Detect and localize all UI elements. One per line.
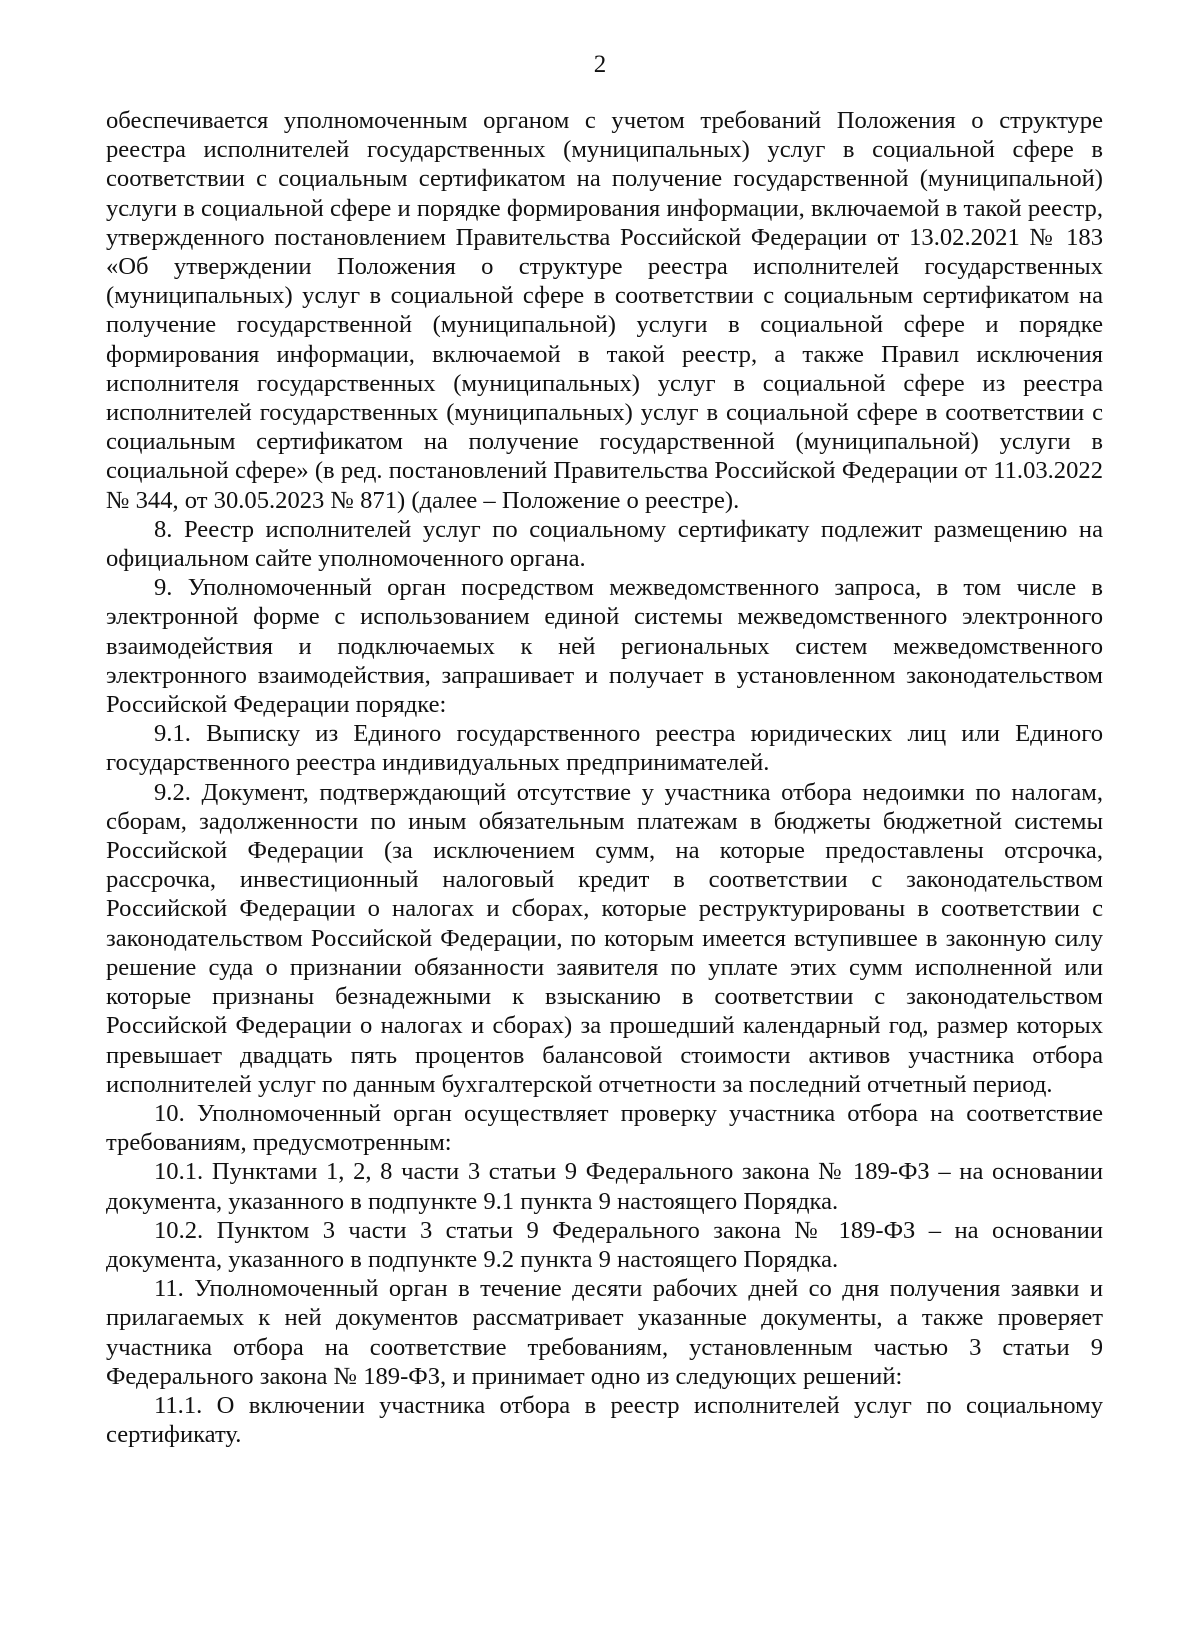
paragraph-10-1: 10.1. Пунктами 1, 2, 8 части 3 статьи 9 Федерального закона № 189-ФЗ – на основании документа, указанного в подпункте 9.1 пункта 9 настоящего Порядка. [106, 1158, 1103, 1215]
paragraph-11-1: 11.1. О включении участника отбора в реестр исполнителей услуг по социальному сертификату. [106, 1391, 1103, 1449]
paragraph-9: 9. Уполномоченный орган посредством межведомственного запроса, в том числе в электронной форме с использованием единой системы межведомственного электронного взаимодействия и подключаемых к ней региональных систем межведомственного электронного взаимодействия, запрашивает и получает в установленном законодательством Российской Федерации порядке: [106, 574, 1103, 719]
paragraph-9-1: 9.1. Выписку из Единого государственного реестра юридических лиц или Единого государственного реестра индивидуальных предпринимателей. [106, 720, 1103, 777]
document-body [106, 106, 1103, 1449]
paragraph-8: 8. Реестр исполнителей услуг по социальному сертификату подлежит размещению на официальном сайте уполномоченного органа. [106, 515, 1103, 573]
paragraph-9-2: 9.2. Документ, подтверждающий отсутствие у участника отбора недоимки по налогам, сборам, задолженности по иным обязательным платежам в бюджеты бюджетной системы Российской Федерации (за исключением сумм, на которые предоставлены отсрочка, рассрочка, инвестиционный налоговый кредит в соответствии с законодательством Российской Федерации о налогах и сборах, которые реструктурированы в соответствии с законодательством Российской Федерации, по которым имеется вступившее в законную силу решение суда о признании обязанности заявителя по уплате этих сумм исполненной или которые признаны безнадежными к взысканию в соответствии с законодательством Российской Федерации о налогах и сборах) за прошедший календарный год, размер которых превышает двадцать пять процентов балансовой стоимости активов участника отбора исполнителей услуг по данным бухгалтерской отчетности за последний отчетный период. [106, 778, 1103, 1098]
paragraph-11: 11. Уполномоченный орган в течение десяти рабочих дней со дня получения заявки и прилагаемых к ней документов рассматривает указанные документы, а также проверяет участника отбора на соответствие требованиям, установленным частью 3 статьи 9 Федерального закона № 189-ФЗ, и принимает одно из следующих решений: [106, 1275, 1103, 1390]
paragraph-continuation: обеспечивается уполномоченным органом с учетом требований Положения о структуре реестра исполнителей государственных (муниципальных) услуг в социальной сфере в соответствии с социальным сертификатом на получение государственной (муниципальной) услуги в социальной сфере и порядке формирования информации, включаемой в такой реестр, утвержденного постановлением Правительства Российской Федерации от 13.02.2021 № 183 «Об утверждении Положения о структуре реестра исполнителей государственных (муниципальных) услуг в социальной сфере в соответствии с социальным сертификатом на получение государственной (муниципальной) услуги в социальной сфере и порядке формирования информации, включаемой в такой реестр, а также Правил исключения исполнителя государственных (муниципальных) услуг в социальной сфере из реестра исполнителей государственных (муниципальных) услуг в социальной сфере в соответствии с социальным сертификатом на получение государственной (муниципальной) услуги в социальной сфере» (в ред. постановлений Правительства Российской Федерации от 11.03.2022 № 344, от 30.05.2023 № 871) (далее – Положение о реестре). [106, 107, 1103, 514]
paragraph-10-2: 10.2. Пунктом 3 части 3 статьи 9 Федерального закона № 189-ФЗ – на основании документа, указанного в подпункте 9.2 пункта 9 настоящего Порядка. [106, 1216, 1103, 1273]
paragraph-10: 10. Уполномоченный орган осуществляет проверку участника отбора на соответствие требованиям, предусмотренным: [106, 1099, 1103, 1157]
page-number: 2 [593, 51, 607, 78]
